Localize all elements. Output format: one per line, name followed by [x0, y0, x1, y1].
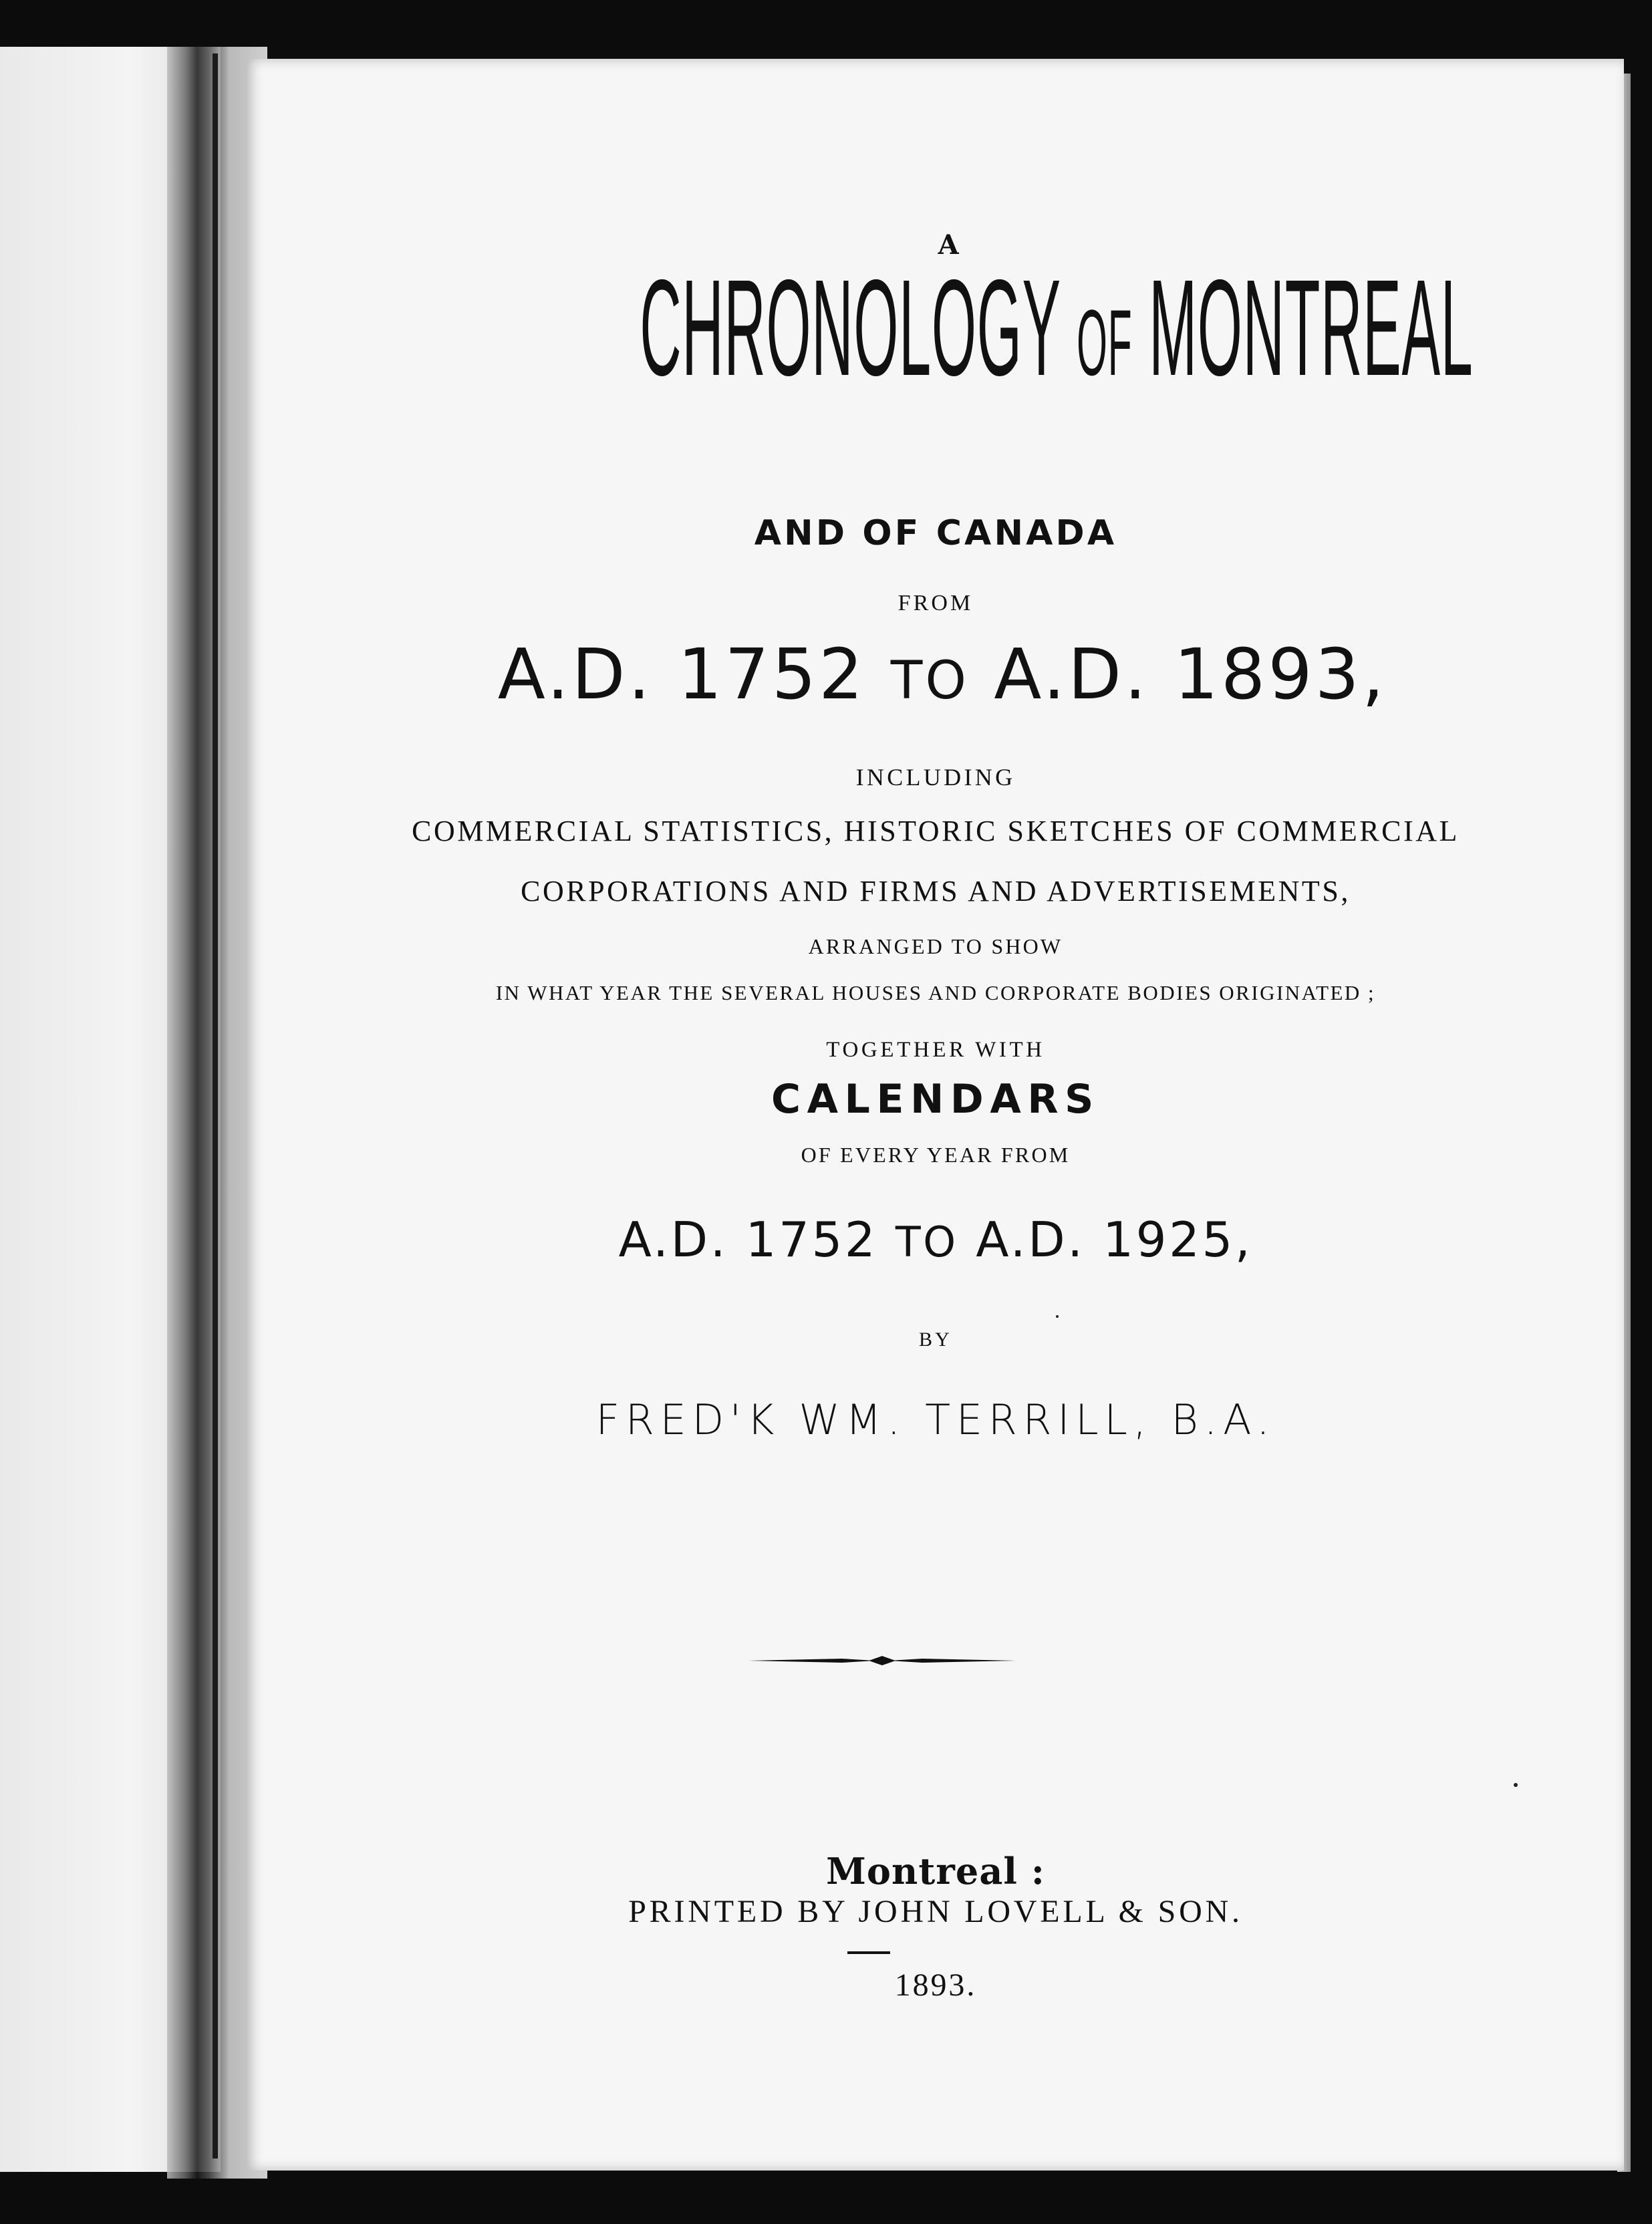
paper-speck	[1514, 1783, 1518, 1787]
date-range-calendars	[247, 1212, 1624, 1268]
imprint-year: 1893.	[894, 1967, 977, 2003]
main-title	[640, 251, 1474, 411]
from-label: FROM	[898, 591, 974, 615]
including-label: INCLUDING	[855, 764, 1016, 791]
contents-line-2: CORPORATIONS AND FIRMS AND ADVERTISEMENTS,	[521, 875, 1351, 908]
origin-line: IN WHAT YEAR THE SEVERAL HOUSES AND CORPORATE BODIES ORIGINATED ;	[495, 981, 1376, 1004]
title-article: A	[938, 229, 960, 261]
range2-to: TO	[895, 1218, 958, 1266]
date-range-primary	[254, 634, 1631, 715]
of-every-year-label: OF EVERY YEAR FROM	[801, 1143, 1071, 1167]
spine-shadow	[213, 53, 218, 2159]
main-title-of: OF	[1077, 290, 1133, 395]
title-page	[247, 59, 1624, 2171]
range2-start: A.D. 1752	[618, 1212, 878, 1268]
author-name: FRED'K WM. TERRILL, B.A.	[595, 1395, 1276, 1444]
ornamental-rule-icon	[748, 1653, 1016, 1669]
arranged-label: ARRANGED TO SHOW	[808, 934, 1063, 958]
main-title-part1: CHRONOLOGY	[640, 251, 1061, 404]
imprint-place: Montreal :	[826, 1850, 1045, 1893]
imprint-rule	[847, 1951, 890, 1954]
together-with-label: TOGETHER WITH	[826, 1038, 1045, 1062]
range1-start: A.D. 1752	[497, 634, 866, 715]
paper-speck	[1056, 1315, 1059, 1318]
range1-end: A.D. 1893,	[994, 634, 1387, 715]
range2-end: A.D. 1925,	[976, 1212, 1253, 1268]
by-label: BY	[918, 1329, 953, 1351]
main-title-part2: MONTREAL	[1149, 251, 1474, 404]
range1-to: TO	[890, 651, 970, 711]
calendars-heading: CALENDARS	[771, 1076, 1100, 1123]
subtitle: AND OF CANADA	[754, 513, 1117, 553]
contents-line-1: COMMERCIAL STATISTICS, HISTORIC SKETCHES OF COMMERCIAL	[412, 815, 1460, 847]
imprint-printer: PRINTED BY JOHN LOVELL & SON.	[628, 1894, 1243, 1929]
